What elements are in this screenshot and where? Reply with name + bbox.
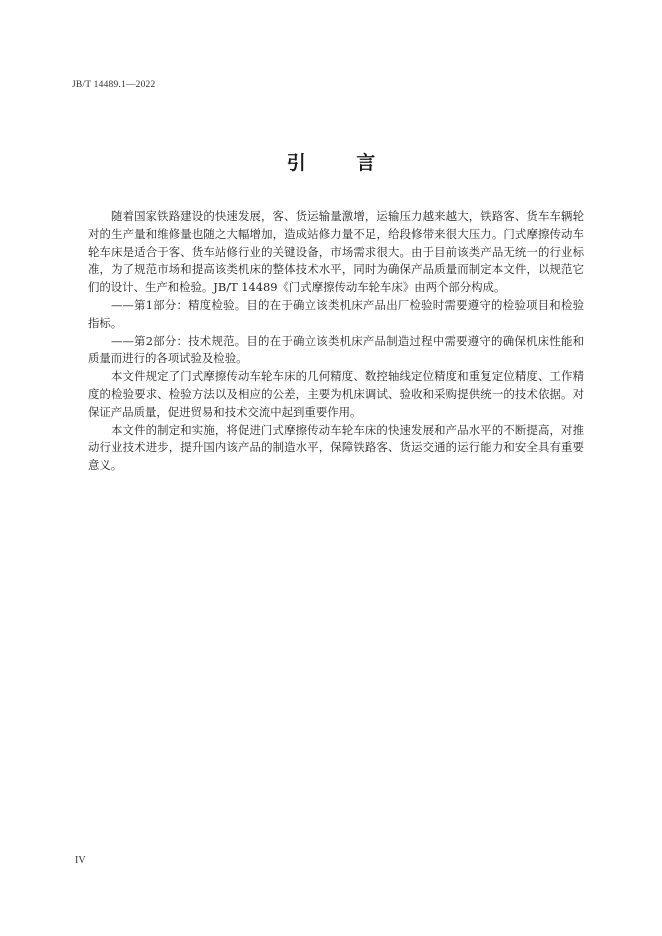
paragraph-part-2: ——第2部分：技术规范。目的在于确立该类机床产品制造过程中需要遵守的确保机床性能和质量而进行的各项试验及检验。 (88, 333, 584, 366)
standard-code: JB/T 14489.1—2022 (72, 80, 156, 90)
paragraph-scope: 本文件规定了门式摩擦传动车轮车床的几何精度、数控轴线定位精度和重复定位精度、工作精度的检验要求、检验方法以及相应的公差，主要为机床调试、验收和采购提供统一的技术依据。对保证产品质量，促进贸易和技术交流中起到重要作用。 (88, 369, 584, 419)
paragraph-background: 随着国家铁路建设的快速发展，客、货运输量激增，运输压力越来越大，铁路客、货车车辆轮对的生产量和维修量也随之大幅增加，造成站修力量不足，给段修带来很大压力。门式摩擦传动车轮车床是适合于客、货车站修行业的关键设备，市场需求很大。由于目前该类产品无统一的行业标准，为了规范市场和提高该类机床的整体技术水平，同时为确保产品质量而制定本文件，以规范它们的设计、生产和检验。JB/T 14489《门式摩擦传动车轮车床》由两个部分构成。 (88, 209, 584, 295)
paragraph-part-1: ——第1部分：精度检验。目的在于确立该类机床产品出厂检验时需要遵守的检验项目和检验指标。 (88, 297, 584, 330)
page-number: IV (75, 855, 86, 866)
page-title: 引 言 (286, 152, 398, 174)
body-text (88, 208, 584, 475)
paragraph-significance: 本文件的制定和实施，将促进门式摩擦传动车轮车床的快速发展和产品水平的不断提高，对推动行业技术进步，提升国内该产品的制造水平，保障铁路客、货运交通的运行能力和安全具有重要意义。 (88, 422, 584, 473)
